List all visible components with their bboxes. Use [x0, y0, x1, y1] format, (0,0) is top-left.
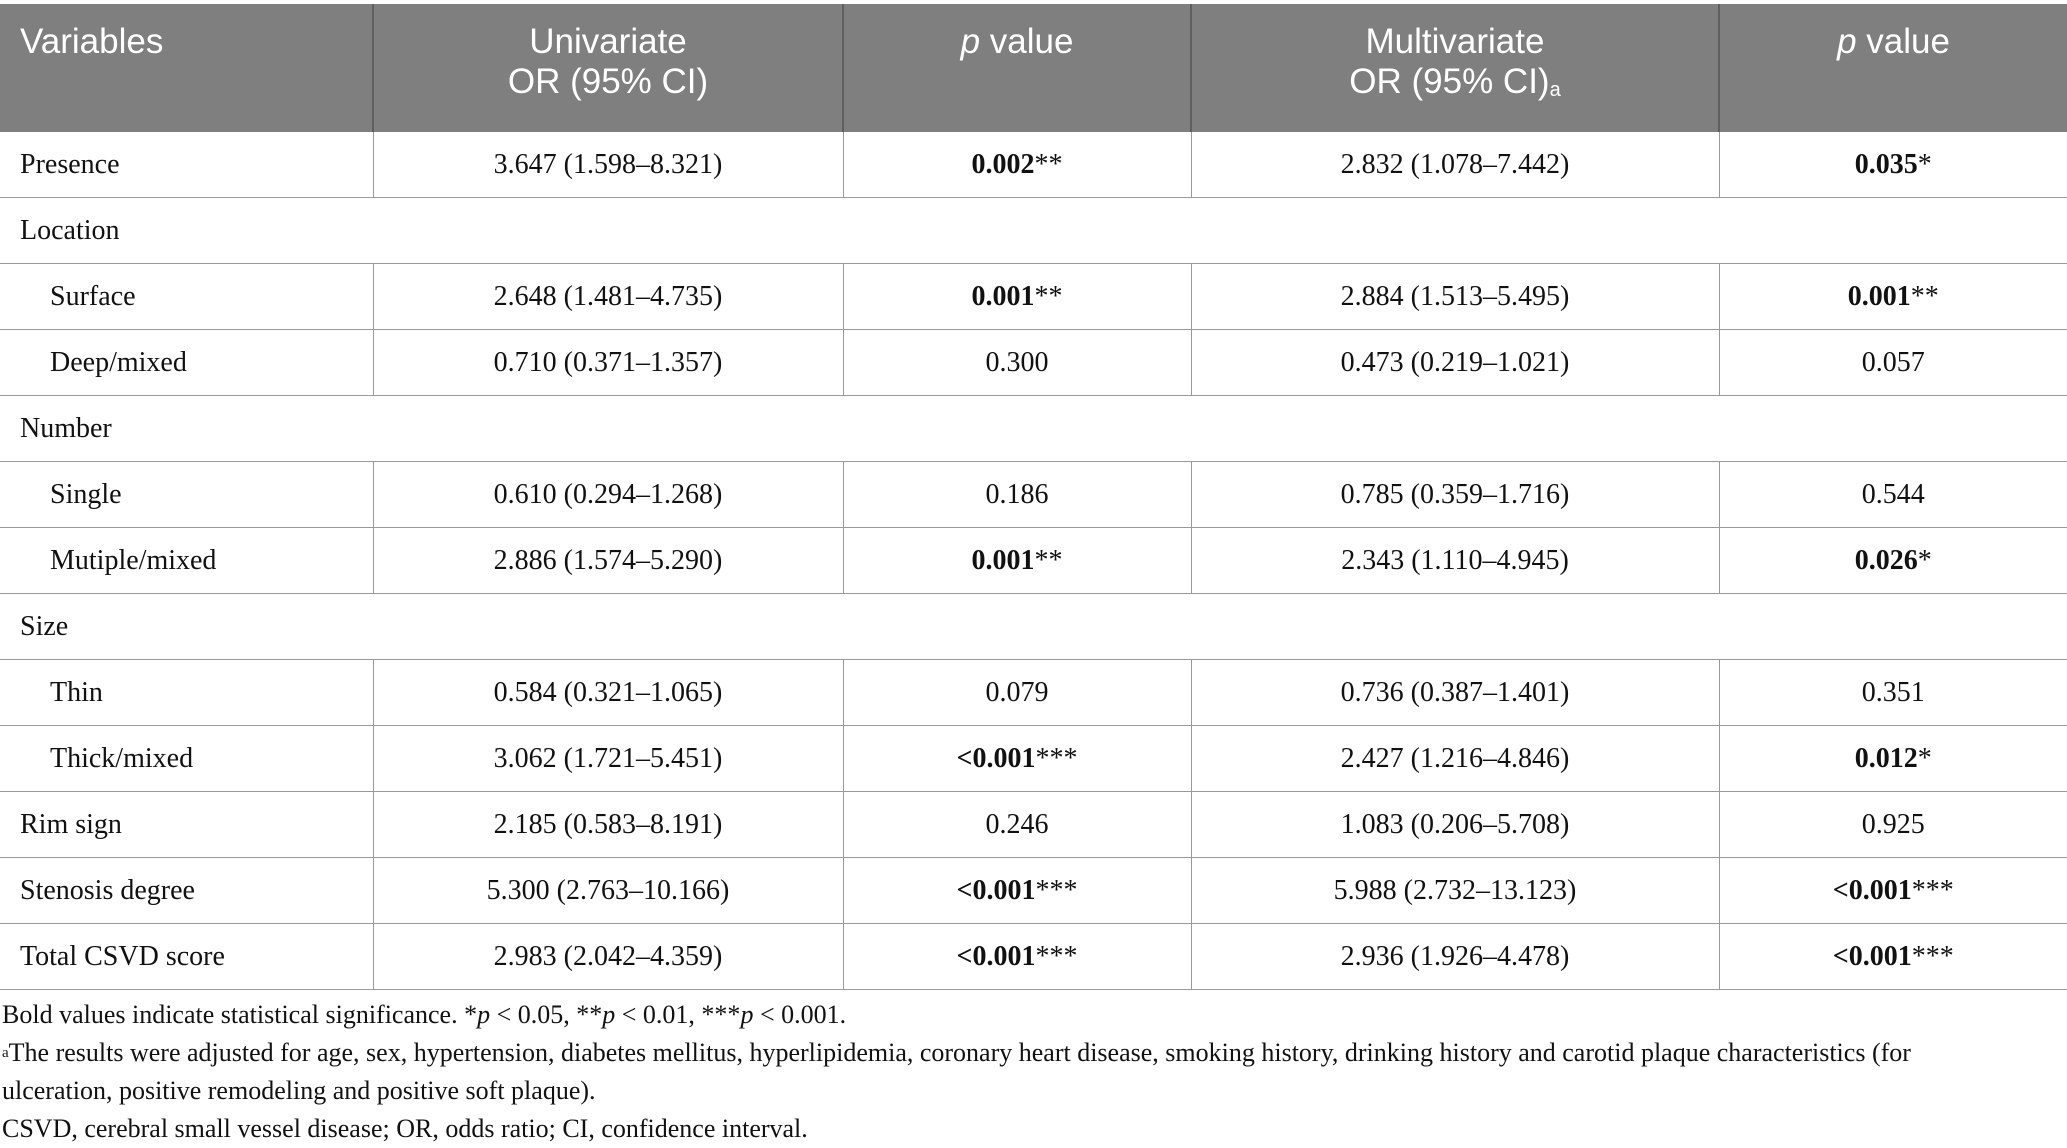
p-value-number: 0.186	[985, 478, 1049, 510]
footnote-adjustment-cont: ulceration, positive remodeling and positive soft plaque).	[2, 1076, 596, 1105]
p-value-number: 0.351	[1861, 676, 1925, 708]
p-value-number: <0.001	[956, 742, 1036, 774]
multivariate-or: 2.427 (1.216–4.846)	[1191, 726, 1719, 792]
row-label: Mutiple/mixed	[0, 528, 373, 594]
table-body	[0, 132, 2067, 990]
significance-stars: ***	[1035, 874, 1078, 906]
significance-stars: **	[1034, 280, 1063, 312]
table-row	[0, 132, 2067, 198]
univariate-or: 2.185 (0.583–8.191)	[373, 792, 843, 858]
multivariate-p-value	[1719, 924, 2067, 990]
header-variables: Variables	[0, 4, 373, 132]
univariate-p-value	[843, 858, 1191, 924]
header-multivariate-line1: Multivariate	[1365, 22, 1545, 61]
significance-stars: ***	[1911, 940, 1954, 972]
univariate-p-value	[843, 462, 1191, 528]
multivariate-or: 0.473 (0.219–1.021)	[1191, 330, 1719, 396]
multivariate-or: 1.083 (0.206–5.708)	[1191, 792, 1719, 858]
significance-stars: *	[1917, 148, 1932, 180]
row-label: Rim sign	[0, 792, 373, 858]
row-label: Total CSVD score	[0, 924, 373, 990]
multivariate-p-value	[1719, 726, 2067, 792]
multivariate-p-value	[1719, 264, 2067, 330]
table-row	[0, 792, 2067, 858]
univariate-or: 5.300 (2.763–10.166)	[373, 858, 843, 924]
table-row	[0, 396, 2067, 462]
row-label: Thin	[0, 660, 373, 726]
table-row	[0, 594, 2067, 660]
significance-stars: **	[1034, 544, 1063, 576]
footnote-significance: Bold values indicate statistical significance. *p < 0.05, **p < 0.01, ***p < 0.001.	[2, 1000, 847, 1029]
multivariate-or: 0.736 (0.387–1.401)	[1191, 660, 1719, 726]
multivariate-or: 0.785 (0.359–1.716)	[1191, 462, 1719, 528]
univariate-p-value	[843, 132, 1191, 198]
p-value-number: 0.026	[1854, 544, 1918, 576]
header-univariate-line1: Univariate	[529, 22, 687, 61]
p-value-number: 0.035	[1854, 148, 1918, 180]
header-p-rest: value	[980, 22, 1074, 61]
table-header-row	[0, 4, 2067, 132]
significance-stars: **	[1910, 280, 1939, 312]
p-value-number: 0.002	[971, 148, 1035, 180]
p-value-number: 0.057	[1861, 346, 1925, 378]
univariate-or: 3.062 (1.721–5.451)	[373, 726, 843, 792]
table-footnotes	[0, 996, 2067, 1148]
p-value-number: 0.300	[985, 346, 1049, 378]
multivariate-p-value	[1719, 462, 2067, 528]
multivariate-p-value	[1719, 792, 2067, 858]
footnote-adjustment: $^a$The results were adjusted for age, sex, hypertension, diabetes mellitus, hyperlipidemia, coronary heart disease, smoking history, drinking history and carotid plaque characteristics (for	[2, 1038, 1911, 1067]
section-label: Number	[0, 396, 2067, 462]
multivariate-or: 2.884 (1.513–5.495)	[1191, 264, 1719, 330]
table-row	[0, 924, 2067, 990]
header-multivariate-line2	[1212, 62, 1698, 102]
header-univariate	[373, 4, 843, 132]
multivariate-or: 2.832 (1.078–7.442)	[1191, 132, 1719, 198]
row-label: Thick/mixed	[0, 726, 373, 792]
header-multivariate-ci: OR (95% CI)	[1349, 62, 1550, 101]
multivariate-p-value	[1719, 330, 2067, 396]
multivariate-or: 2.343 (1.110–4.945)	[1191, 528, 1719, 594]
p-value-number: <0.001	[1832, 874, 1912, 906]
header-p-italic: p	[960, 22, 981, 61]
significance-stars: **	[1034, 148, 1063, 180]
multivariate-p-value	[1719, 858, 2067, 924]
univariate-or: 2.983 (2.042–4.359)	[373, 924, 843, 990]
multivariate-p-value	[1719, 132, 2067, 198]
header-p-rest: value	[1856, 22, 1950, 61]
header-p-value-multivariate	[1719, 4, 2067, 132]
univariate-or: 2.886 (1.574–5.290)	[373, 528, 843, 594]
header-p-italic: p	[1837, 22, 1857, 61]
univariate-or: 3.647 (1.598–8.321)	[373, 132, 843, 198]
p-value-number: 0.079	[985, 676, 1049, 708]
significance-stars: ***	[1035, 940, 1078, 972]
univariate-p-value	[843, 792, 1191, 858]
table-row	[0, 528, 2067, 594]
header-multivariate	[1191, 4, 1719, 132]
univariate-p-value	[843, 660, 1191, 726]
section-label: Location	[0, 198, 2067, 264]
header-multivariate-footnote-marker: a	[1549, 79, 1561, 101]
multivariate-or: 2.936 (1.926–4.478)	[1191, 924, 1719, 990]
multivariate-or: 5.988 (2.732–13.123)	[1191, 858, 1719, 924]
univariate-or: 0.584 (0.321–1.065)	[373, 660, 843, 726]
p-value-number: 0.925	[1861, 808, 1925, 840]
p-value-number: 0.544	[1861, 478, 1925, 510]
table-row	[0, 264, 2067, 330]
univariate-or: 0.710 (0.371–1.357)	[373, 330, 843, 396]
univariate-or: 0.610 (0.294–1.268)	[373, 462, 843, 528]
univariate-p-value	[843, 726, 1191, 792]
row-label: Stenosis degree	[0, 858, 373, 924]
row-label: Surface	[0, 264, 373, 330]
row-label: Deep/mixed	[0, 330, 373, 396]
table-row	[0, 726, 2067, 792]
p-value-number: 0.001	[971, 544, 1035, 576]
univariate-or: 2.648 (1.481–4.735)	[373, 264, 843, 330]
significance-stars: ***	[1911, 874, 1954, 906]
footnote-abbreviations: CSVD, cerebral small vessel disease; OR, odds ratio; CI, confidence interval.	[2, 1114, 808, 1143]
multivariate-p-value	[1719, 528, 2067, 594]
univariate-p-value	[843, 924, 1191, 990]
p-value-number: <0.001	[1832, 940, 1912, 972]
table-row	[0, 462, 2067, 528]
significance-stars: ***	[1035, 742, 1078, 774]
p-value-number: 0.012	[1854, 742, 1918, 774]
row-label: Presence	[20, 148, 120, 180]
univariate-p-value	[843, 330, 1191, 396]
section-label: Size	[0, 594, 2067, 660]
p-value-number: 0.246	[985, 808, 1049, 840]
significance-stars: *	[1917, 742, 1932, 774]
p-value-number: 0.001	[971, 280, 1035, 312]
p-value-number: <0.001	[956, 940, 1036, 972]
table-row	[0, 660, 2067, 726]
p-value-number: <0.001	[956, 874, 1036, 906]
table-row	[0, 858, 2067, 924]
p-value-number: 0.001	[1847, 280, 1911, 312]
table-row	[0, 330, 2067, 396]
row-label: Single	[0, 462, 373, 528]
table-row	[0, 198, 2067, 264]
header-univariate-line2: OR (95% CI)	[507, 62, 709, 101]
multivariate-p-value	[1719, 660, 2067, 726]
univariate-p-value	[843, 528, 1191, 594]
header-p-value-univariate	[843, 4, 1191, 132]
regression-table	[0, 4, 2067, 990]
significance-stars: *	[1917, 544, 1932, 576]
univariate-p-value	[843, 264, 1191, 330]
results-table-container	[0, 4, 2067, 1148]
